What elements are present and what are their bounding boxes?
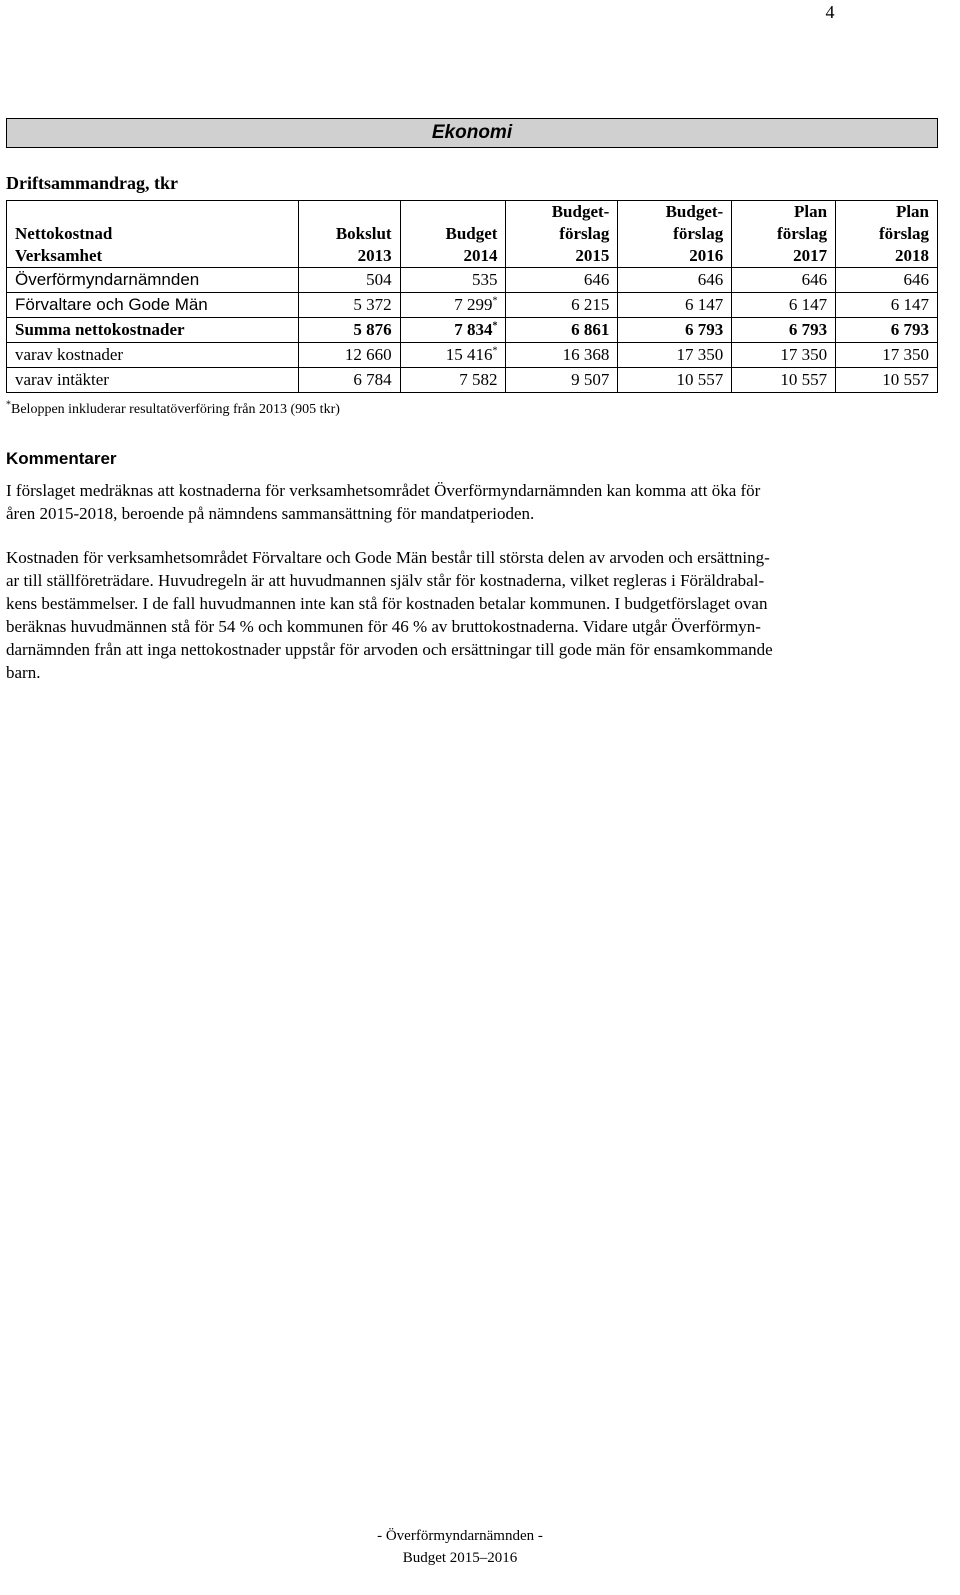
operating-summary-table [6,200,938,393]
paragraph-line: ar till ställföreträdare. Huvudregeln är att huvudmannen själv står för kostnaderna, vilket regleras i Föräldrabal- [6,571,765,590]
cell-value: 6 793 [836,318,938,343]
comments-heading: Kommentarer [6,449,117,468]
cell-value-text: 7 834 [454,320,493,339]
header-line: 2014 [463,246,498,265]
cell-value: 6 147 [836,293,938,318]
table-row [7,293,938,318]
cell-value [400,318,506,343]
header-line [307,201,392,223]
header-line: förslag [559,224,610,243]
header-line: Plan [794,202,828,221]
paragraph-line: darnämnden från att inga nettokostnader uppstår för arvoden och ersättningar till gode män för ensamkommande [6,640,773,659]
paragraph-line: barn. [6,663,41,682]
header-line: förslag [777,224,828,243]
cell-value: 17 350 [618,343,732,368]
header-line: Budget [445,224,498,243]
footer-line-2: Budget 2015–2016 [402,1550,518,1566]
header-line [409,201,498,223]
header-line: förslag [673,224,724,243]
cell-value: 504 [298,268,400,293]
section-title: Ekonomi [6,118,938,148]
table-header-row [7,201,938,268]
row-label: varav kostnader [7,343,299,368]
header-line: 2015 [575,246,610,265]
row-label: Överförmyndarnämnden [7,268,299,293]
cell-value: 6 861 [506,318,618,343]
row-label: varav intäkter [7,368,299,393]
cell-value: 6 793 [618,318,732,343]
footnote-marker: * [6,399,11,411]
row-label: Summa nettokostnader [7,318,299,343]
comment-paragraph [6,479,926,525]
cell-value: 7 582 [400,368,506,393]
header-column [836,201,938,268]
table-row [7,343,938,368]
page-footer [330,1525,590,1569]
header-line: Budget- [665,202,724,221]
table-row [7,268,938,293]
cell-value: 6 147 [732,293,836,318]
cell-value: 646 [618,268,732,293]
table-row [7,368,938,393]
cell-value [400,293,506,318]
header-line: 2018 [895,246,929,265]
cell-value: 17 350 [732,343,836,368]
paragraph-line: Kostnaden för verksamhetsområdet Förvaltare och Gode Män består till största delen av arvoden och ersättning- [6,548,770,567]
cell-value-text: 15 416 [445,345,493,364]
cell-value: 17 350 [836,343,938,368]
header-line: 2017 [793,246,828,265]
header-column [506,201,618,268]
header-column [618,201,732,268]
cell-value: 5 876 [298,318,400,343]
footnote-text: Beloppen inkluderar resultatöverföring från 2013 (905 tkr) [11,402,340,417]
row-label: Förvaltare och Gode Män [7,293,299,318]
cell-value: 646 [836,268,938,293]
table-title: Driftsammandrag, tkr [6,173,178,193]
cell-value: 646 [506,268,618,293]
header-column [400,201,506,268]
cell-value: 535 [400,268,506,293]
paragraph-line: beräknas huvudmännen stå för 54 % och kommunen för 46 % av bruttokostnaderna. Vidare utgår Överförmyn- [6,617,761,636]
comment-paragraph [6,546,926,684]
cell-value: 6 784 [298,368,400,393]
header-first-line2: Verksamhet [15,246,103,265]
cell-value: 5 372 [298,293,400,318]
paragraph-line: åren 2015-2018, beroende på nämndens sammansättning för mandatperioden. [6,504,535,523]
page-number: 4 [825,2,835,22]
cell-value: 16 368 [506,343,618,368]
footnote-marker: * [492,295,498,307]
table-row-total [7,318,938,343]
table-footnote [6,399,340,418]
cell-value: 10 557 [618,368,732,393]
header-line: Bokslut [335,224,392,243]
footnote-marker: * [492,320,498,332]
footer-line-1: - Överförmyndarnämnden - [377,1528,543,1544]
cell-value-text: 7 299 [454,295,493,314]
header-line: Plan [895,202,929,221]
cell-value: 6 215 [506,293,618,318]
cell-value: 12 660 [298,343,400,368]
header-first-line1: Nettokostnad [15,224,113,243]
cell-value [400,343,506,368]
header-line: Budget- [551,202,610,221]
paragraph-line: I förslaget medräknas att kostnaderna för verksamhetsområdet Överförmyndarnämnden kan komma att öka för [6,481,761,500]
cell-value: 10 557 [836,368,938,393]
cell-value: 6 793 [732,318,836,343]
footnote-marker: * [492,345,498,357]
header-column [732,201,836,268]
cell-value: 6 147 [618,293,732,318]
cell-value: 646 [732,268,836,293]
cell-value: 10 557 [732,368,836,393]
header-first-column [7,201,299,268]
header-line: 2016 [689,246,724,265]
header-line: förslag [878,224,929,243]
header-line: 2013 [357,246,392,265]
header-column [298,201,400,268]
cell-value: 9 507 [506,368,618,393]
paragraph-line: kens bestämmelser. I de fall huvudmannen inte kan stå för kostnaden betalar kommunen. I budgetförslaget ovan [6,594,768,613]
